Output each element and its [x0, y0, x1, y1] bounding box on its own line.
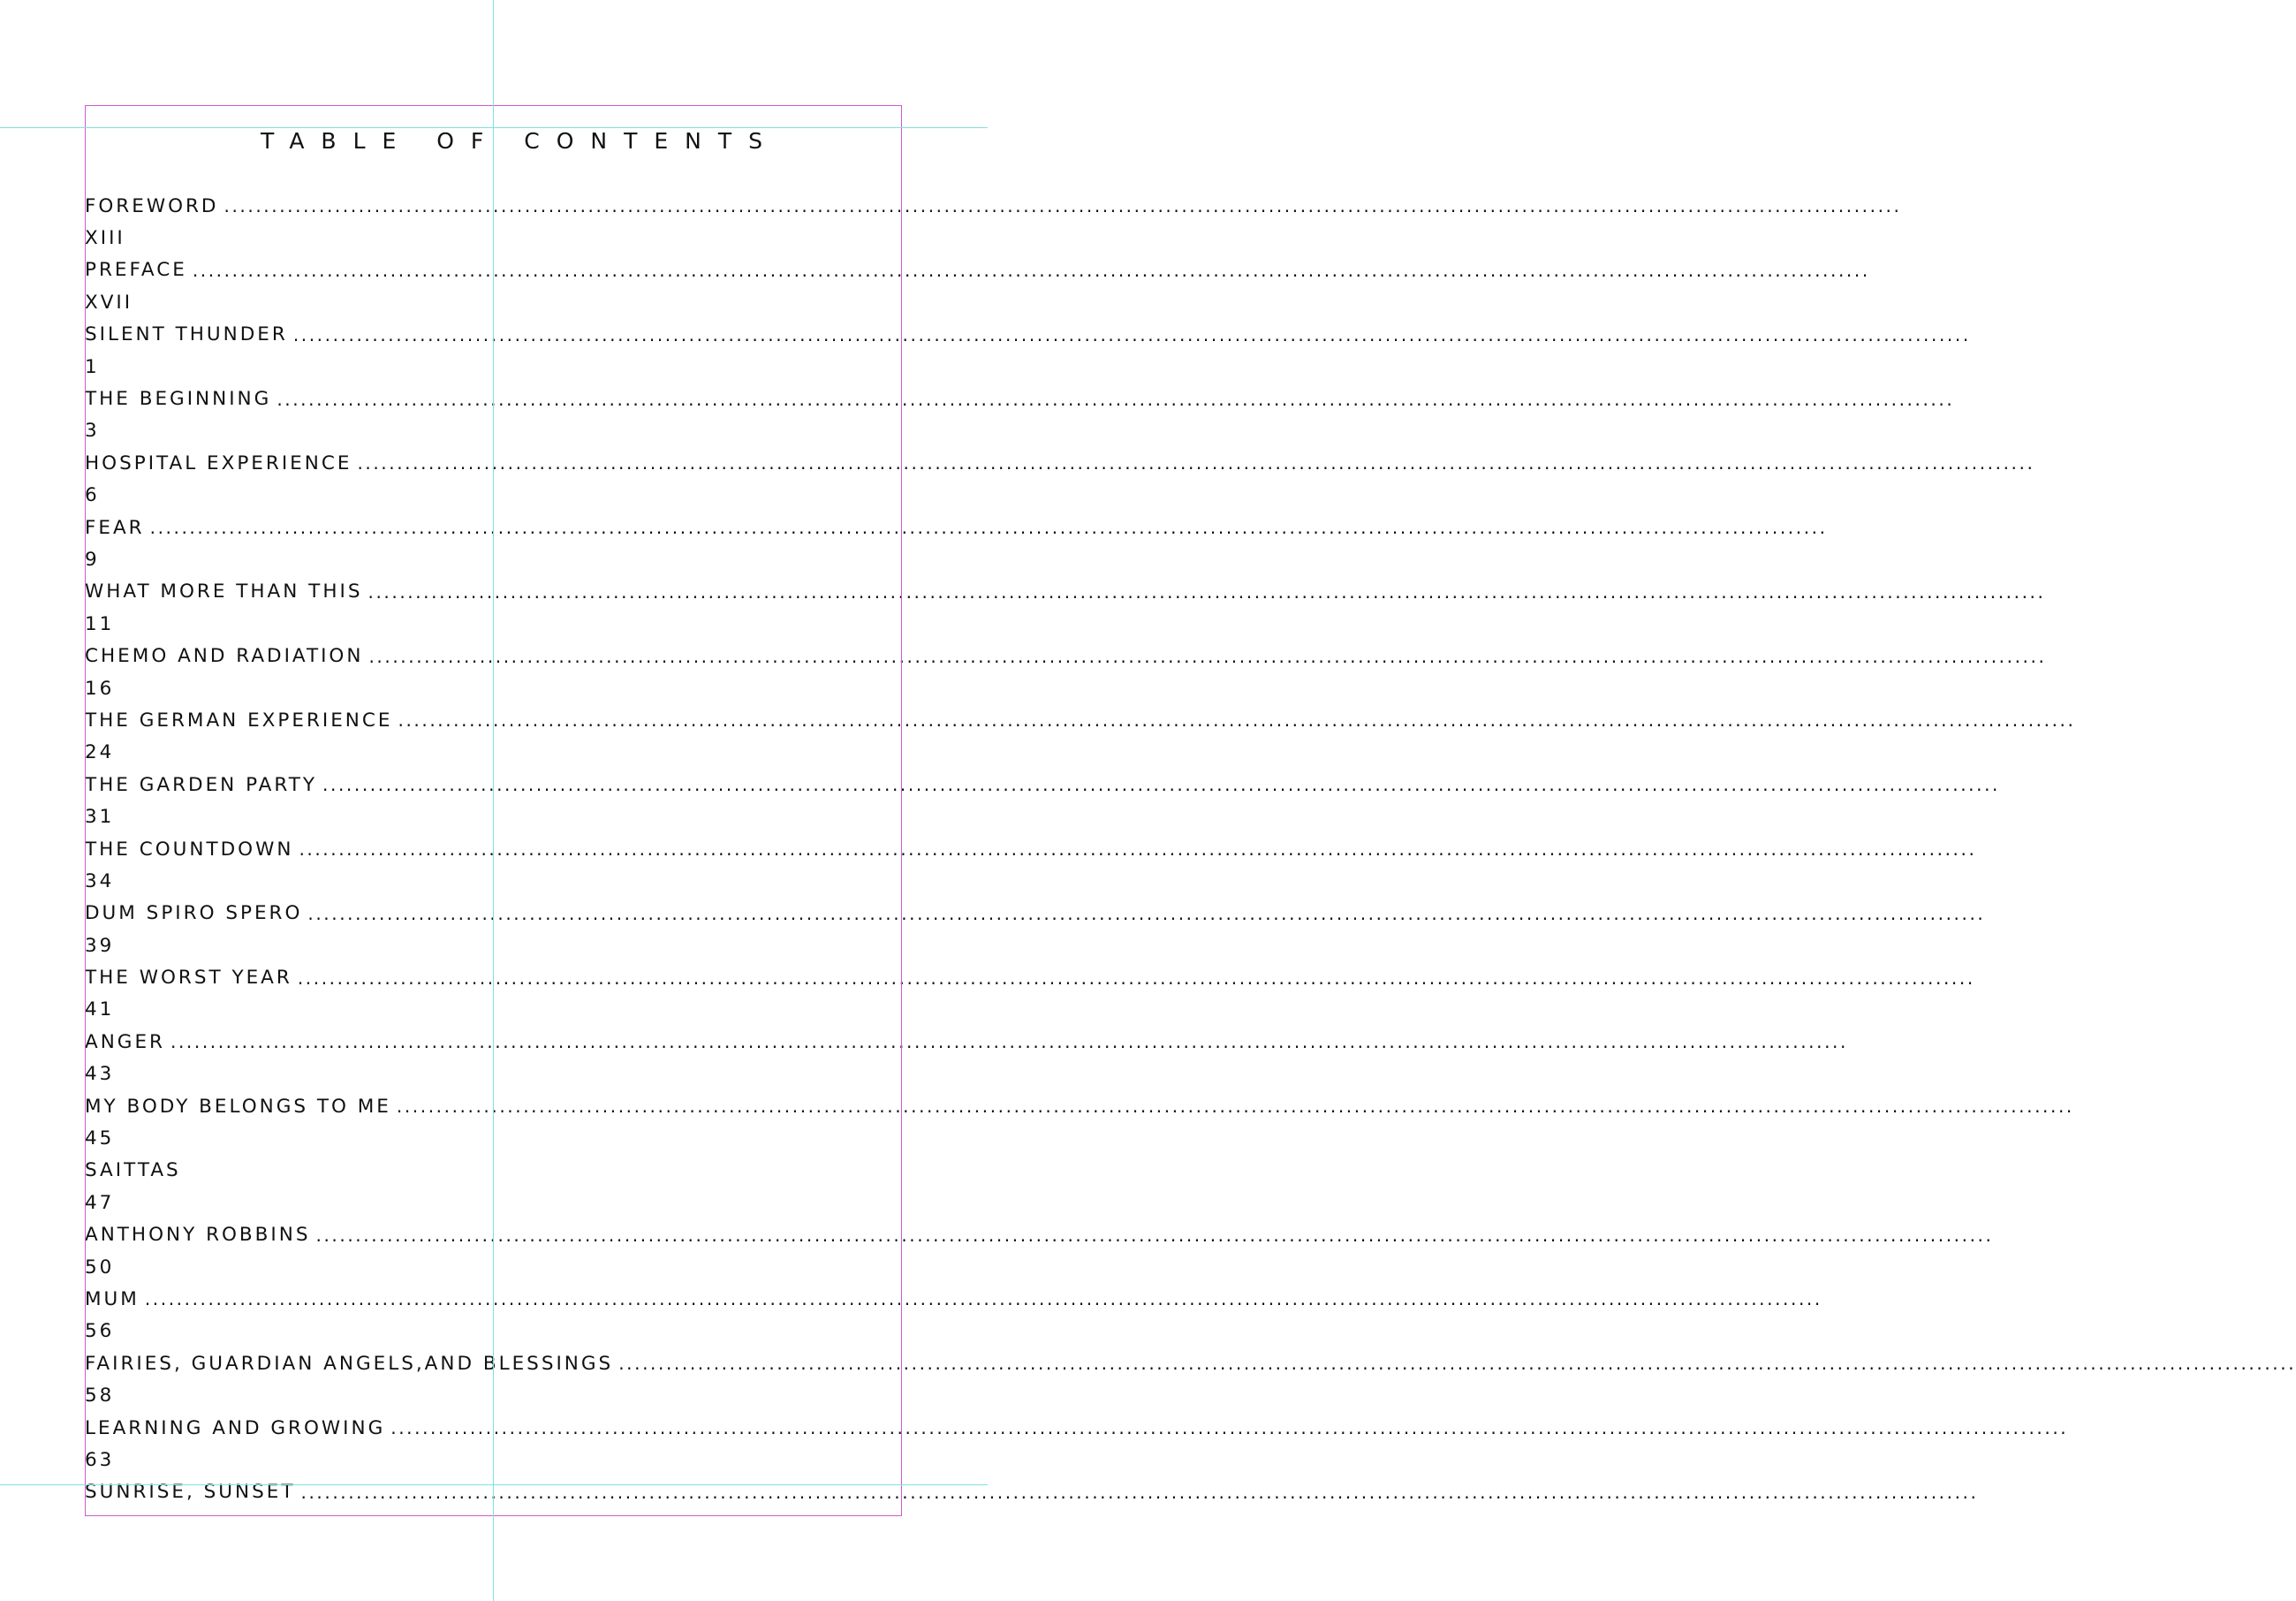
toc-entry-label: SAITTAS — [85, 1159, 181, 1182]
toc-entry-label: CHEMO AND RADIATION — [85, 645, 364, 668]
guide-horizontal-bottom[interactable] — [0, 1484, 988, 1485]
toc-entry-label: THE GARDEN PARTY — [85, 773, 318, 796]
toc-page-number: 11 — [85, 612, 115, 635]
toc-dot-leader: .................................................................................................................................................................................................................... — [357, 452, 2035, 474]
toc-dot-leader: .................................................................................................................................................................................................................... — [618, 1353, 2296, 1375]
toc-dot-leader: .................................................................................................................................................................................................................... — [299, 838, 1977, 860]
toc-dot-leader: .................................................................................................................................................................................................................... — [368, 580, 2046, 603]
toc-dot-leader: .................................................................................................................................................................................................................... — [277, 388, 1955, 410]
toc-page-number: 1 — [85, 355, 100, 378]
toc-entry-label: THE GERMAN EXPERIENCE — [85, 709, 393, 732]
guide-vertical-center[interactable] — [493, 0, 494, 1601]
toc-dot-leader: .................................................................................................................................................................................................................... — [307, 902, 1986, 924]
toc-dot-leader: .................................................................................................................................................................................................................... — [192, 259, 1870, 281]
toc-page-number: 34 — [85, 869, 115, 892]
toc-entry-label: MUM — [85, 1287, 140, 1310]
toc-dot-leader: .................................................................................................................................................................................................................... — [396, 1096, 2074, 1118]
toc-entry-label: THE COUNTDOWN — [85, 838, 294, 861]
toc-page-number: XVII — [85, 291, 133, 314]
toc-page-number: 39 — [85, 934, 115, 957]
toc-entry-label: MY BODY BELONGS TO ME — [85, 1095, 391, 1118]
toc-entry-label: HOSPITAL EXPERIENCE — [85, 451, 352, 474]
toc-dot-leader: .................................................................................................................................................................................................................... — [297, 967, 1975, 989]
toc-page-number: 3 — [85, 420, 100, 443]
toc-page-number: 31 — [85, 806, 115, 829]
toc-entry-label: THE WORST YEAR — [85, 967, 292, 990]
toc-dot-leader: .................................................................................................................................................................................................................... — [224, 195, 1902, 217]
toc-dot-leader: .................................................................................................................................................................................................................... — [390, 1417, 2069, 1439]
toc-dot-leader: .................................................................................................................................................................................................................... — [300, 1481, 1979, 1503]
toc-title: TABLE OF CONTENTS — [260, 128, 779, 154]
toc-dot-leader: .................................................................................................................................................................................................................... — [368, 645, 2047, 667]
toc-entry-label: PREFACE — [85, 259, 187, 282]
toc-entry-label: DUM SPIRO SPERO — [85, 902, 303, 925]
toc-entry-label: THE BEGINNING — [85, 388, 272, 411]
toc-dot-leader: .................................................................................................................................................................................................................... — [315, 1224, 1994, 1246]
toc-page-number: XIII — [85, 227, 125, 250]
toc-entry-label: SILENT THUNDER — [85, 323, 288, 346]
toc-dot-leader: .................................................................................................................................................................................................................... — [292, 323, 1971, 345]
toc-dot-leader: .................................................................................................................................................................................................................... — [398, 709, 2076, 732]
toc-entry-label: LEARNING AND GROWING — [85, 1416, 386, 1439]
toc-page-number: 9 — [85, 548, 100, 571]
toc-page-number: 47 — [85, 1191, 115, 1214]
toc-page-number: 43 — [85, 1063, 115, 1086]
toc-entry-label: SUNRISE, SUNSET — [85, 1481, 296, 1504]
toc-page-number: 24 — [85, 741, 115, 764]
toc-page-number: 6 — [85, 484, 100, 507]
toc-page-number: 45 — [85, 1127, 115, 1150]
toc-entry-label: WHAT MORE THAN THIS — [85, 580, 363, 603]
toc-page-number: 56 — [85, 1320, 115, 1343]
toc-page-number: 16 — [85, 677, 115, 700]
toc-dot-leader: .................................................................................................................................................................................................................... — [144, 1288, 1822, 1310]
toc-page-number: 41 — [85, 998, 115, 1021]
toc-entry-label: FOREWORD — [85, 194, 219, 217]
toc-entry-label: ANGER — [85, 1030, 165, 1053]
toc-page-number: 63 — [85, 1448, 115, 1471]
toc-dot-leader: .................................................................................................................................................................................................................... — [170, 1031, 1848, 1053]
guide-horizontal-top[interactable] — [0, 127, 988, 128]
toc-entry-label: ANTHONY ROBBINS — [85, 1224, 311, 1247]
toc-dot-leader: .................................................................................................................................................................................................................... — [322, 774, 2001, 796]
toc-page-number: 50 — [85, 1256, 115, 1279]
toc-dot-leader: .................................................................................................................................................................................................................... — [149, 517, 1828, 539]
toc-page-number: 58 — [85, 1385, 115, 1408]
toc-entry-label: FEAR — [85, 516, 145, 539]
toc-entry-label: FAIRIES, GUARDIAN ANGELS,AND BLESSINGS — [85, 1352, 614, 1375]
